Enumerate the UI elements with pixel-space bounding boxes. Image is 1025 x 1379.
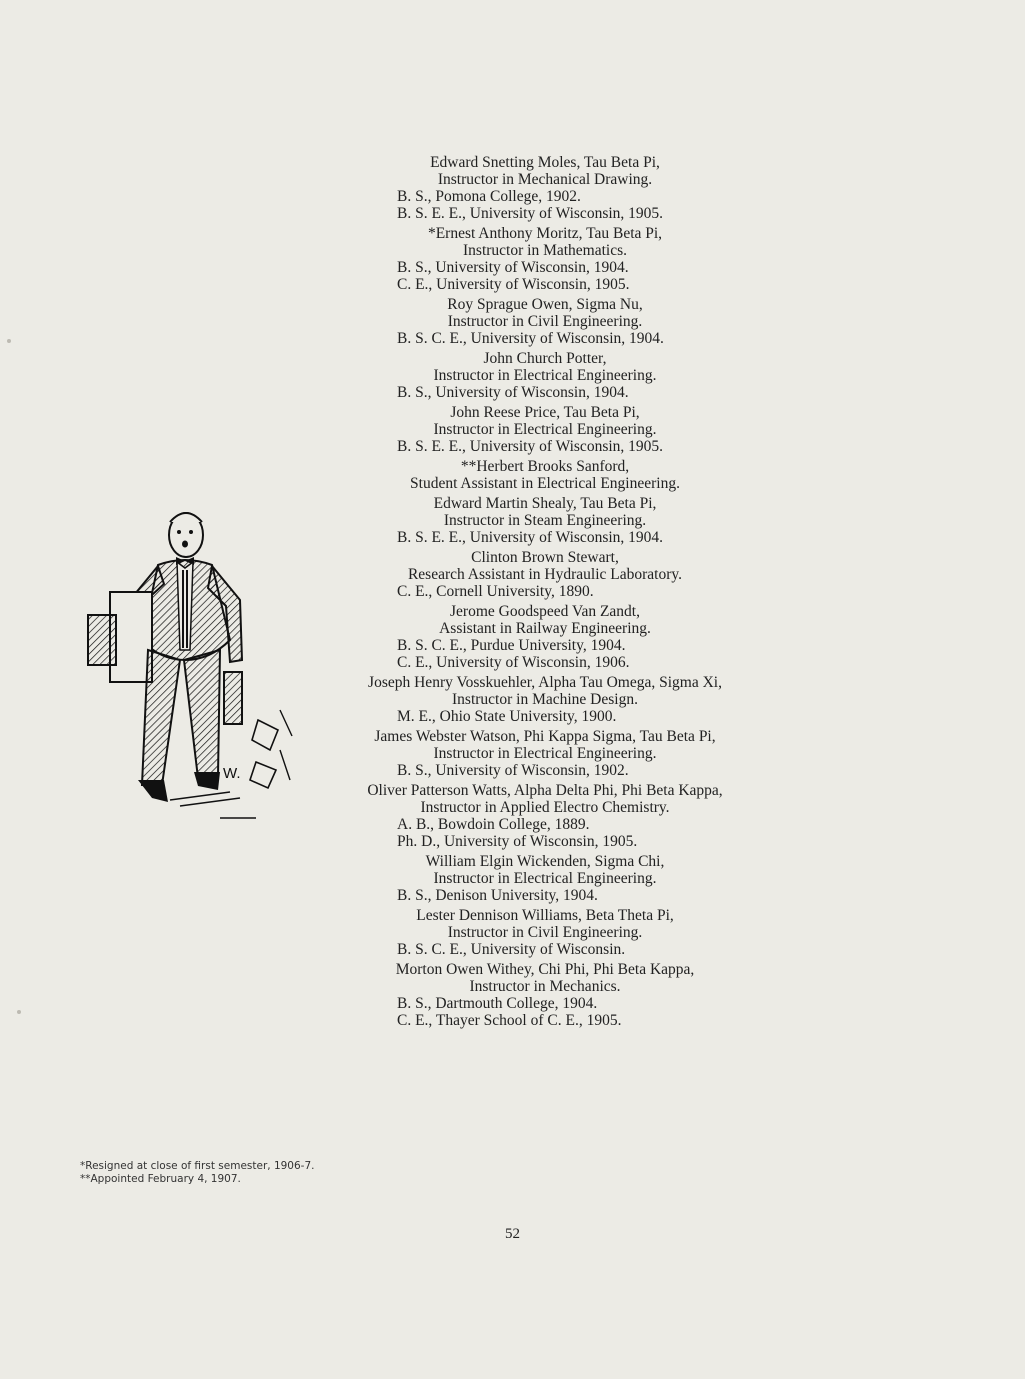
illustration-man-with-briefcase xyxy=(80,500,295,820)
faculty-degree: B. S. E. E., University of Wisconsin, 1905. xyxy=(397,205,664,222)
faculty-title: Instructor in Civil Engineering. xyxy=(447,924,643,941)
faculty-title: Instructor in Machine Design. xyxy=(452,691,638,708)
paper-speck xyxy=(7,339,11,343)
faculty-degree: C. E., Thayer School of C. E., 1905. xyxy=(397,1012,622,1029)
faculty-name: John Church Potter, xyxy=(483,350,607,367)
faculty-title: Instructor in Electrical Engineering. xyxy=(433,745,657,762)
faculty-degree: B. S., Dartmouth College, 1904. xyxy=(397,995,598,1012)
footnote-resigned: *Resigned at close of first semester, 1906-7. xyxy=(80,1160,315,1172)
faculty-degree: B. S. E. E., University of Wisconsin, 1904. xyxy=(397,529,664,546)
paper-speck xyxy=(17,1010,21,1014)
faculty-entry xyxy=(300,782,790,850)
faculty-title: Instructor in Electrical Engineering. xyxy=(433,870,657,887)
faculty-title: Research Assistant in Hydraulic Laboratory. xyxy=(407,566,683,583)
faculty-title: Instructor in Mechanical Drawing. xyxy=(437,171,653,188)
faculty-degree: C. E., Cornell University, 1890. xyxy=(397,583,594,600)
faculty-name: Edward Martin Shealy, Tau Beta Pi, xyxy=(433,495,657,512)
faculty-degree: B. S., Pomona College, 1902. xyxy=(397,188,581,205)
faculty-name: James Webster Watson, Phi Kappa Sigma, Tau Beta Pi, xyxy=(374,728,716,745)
faculty-name: Edward Snetting Moles, Tau Beta Pi, xyxy=(430,154,660,171)
faculty-entry xyxy=(300,404,790,455)
faculty-entry xyxy=(300,296,790,347)
faculty-name: Roy Sprague Owen, Sigma Nu, xyxy=(447,296,643,313)
faculty-title: Instructor in Civil Engineering. xyxy=(447,313,643,330)
faculty-name: Joseph Henry Vosskuehler, Alpha Tau Omega, Sigma Xi, xyxy=(368,674,722,691)
faculty-degree: C. E., University of Wisconsin, 1906. xyxy=(397,654,630,671)
faculty-entry xyxy=(300,350,790,401)
faculty-title: Instructor in Mathematics. xyxy=(463,242,627,259)
faculty-entry xyxy=(300,154,790,222)
faculty-name: Jerome Goodspeed Van Zandt, xyxy=(450,603,640,620)
faculty-degree: C. E., University of Wisconsin, 1905. xyxy=(397,276,630,293)
faculty-name: Oliver Patterson Watts, Alpha Delta Phi, Phi Beta Kappa, xyxy=(367,782,723,799)
faculty-title: Instructor in Mechanics. xyxy=(469,978,621,995)
faculty-title: Instructor in Applied Electro Chemistry. xyxy=(420,799,670,816)
faculty-entry xyxy=(300,961,790,1029)
faculty-degree: A. B., Bowdoin College, 1889. xyxy=(397,816,590,833)
faculty-degree: B. S. C. E., University of Wisconsin. xyxy=(397,941,626,958)
faculty-degree: Ph. D., University of Wisconsin, 1905. xyxy=(397,833,638,850)
faculty-entry xyxy=(300,495,790,546)
faculty-entry xyxy=(300,907,790,958)
faculty-entry xyxy=(300,458,790,492)
illustration-signature: W. xyxy=(223,765,241,782)
faculty-title: Instructor in Steam Engineering. xyxy=(443,512,647,529)
faculty-list xyxy=(300,154,790,1032)
faculty-entry xyxy=(300,674,790,725)
page-number: 52 xyxy=(505,1226,520,1242)
faculty-degree: B. S. C. E., Purdue University, 1904. xyxy=(397,637,626,654)
faculty-degree: B. S., University of Wisconsin, 1904. xyxy=(397,384,629,401)
footnote-appointed: **Appointed February 4, 1907. xyxy=(80,1173,241,1185)
faculty-title: Instructor in Electrical Engineering. xyxy=(433,367,657,384)
faculty-degree: B. S. C. E., University of Wisconsin, 1904. xyxy=(397,330,664,347)
faculty-name: Morton Owen Withey, Chi Phi, Phi Beta Kappa, xyxy=(395,961,695,978)
faculty-entry xyxy=(300,225,790,293)
faculty-title: Student Assistant in Electrical Engineering. xyxy=(410,475,680,492)
faculty-degree: B. S. E. E., University of Wisconsin, 1905. xyxy=(397,438,664,455)
faculty-entry xyxy=(300,728,790,779)
faculty-degree: B. S., Denison University, 1904. xyxy=(397,887,598,904)
faculty-name: William Elgin Wickenden, Sigma Chi, xyxy=(425,853,665,870)
faculty-name: John Reese Price, Tau Beta Pi, xyxy=(450,404,640,421)
faculty-entry xyxy=(300,549,790,600)
faculty-entry xyxy=(300,853,790,904)
faculty-degree: B. S., University of Wisconsin, 1902. xyxy=(397,762,629,779)
faculty-name: **Herbert Brooks Sanford, xyxy=(460,458,630,475)
faculty-title: Instructor in Electrical Engineering. xyxy=(433,421,657,438)
footnotes xyxy=(80,1160,314,1186)
faculty-degree: M. E., Ohio State University, 1900. xyxy=(397,708,617,725)
faculty-name: *Ernest Anthony Moritz, Tau Beta Pi, xyxy=(427,225,663,242)
faculty-entry xyxy=(300,603,790,671)
faculty-degree: B. S., University of Wisconsin, 1904. xyxy=(397,259,629,276)
faculty-title: Assistant in Railway Engineering. xyxy=(439,620,651,637)
faculty-name: Lester Dennison Williams, Beta Theta Pi, xyxy=(416,907,674,924)
faculty-name: Clinton Brown Stewart, xyxy=(471,549,619,566)
